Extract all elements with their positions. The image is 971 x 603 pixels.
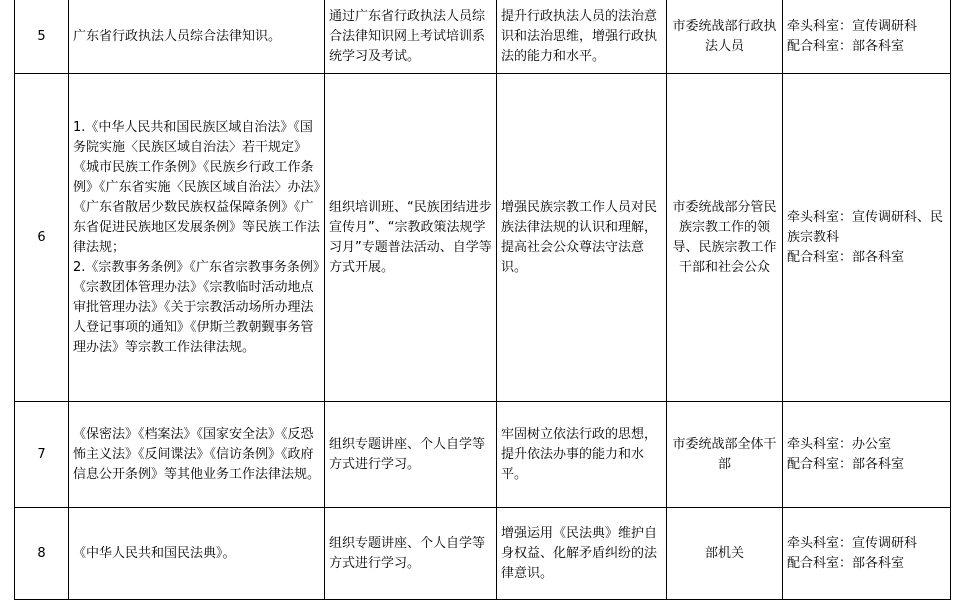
study-content-cell bbox=[69, 508, 325, 600]
row-number: 6 bbox=[15, 74, 69, 402]
row-number: 5 bbox=[15, 0, 69, 74]
lead-dept-text: 牵头科室：办公室 bbox=[787, 436, 892, 452]
study-content-text: 1.《中华人民共和国民族区域自治法》《国务院实施〈民族区域自治法〉若干规定》《城市民族工作条例》《民族乡行政工作条例》《广东省实施〈民族区域自治法〉办法》《广东省散居少数民族权益保障条例》《广东省促进民族地区发展条例》等民族工作法律法规； bbox=[73, 119, 321, 255]
support-dept-text: 配合科室：部各科室 bbox=[787, 555, 905, 571]
study-goal-cell: 牢固树立依法行政的思想，提升依法办事的能力和水平。 bbox=[497, 402, 667, 508]
study-content-text: 2.《宗教事务条例》《广东省宗教事务条例》《宗教团体管理办法》《宗教临时活动地点审批管理办法》《关于宗教活动场所办理法人登记事项的通知》《伊斯兰教朝觐事务管理办法》等宗教工作法律法规。 bbox=[73, 259, 320, 355]
target-audience-cell: 部机关 bbox=[667, 508, 783, 600]
study-goal-cell: 提升行政执法人员的法治意识和法治思维，增强行政执法的能力和水平。 bbox=[497, 0, 667, 74]
study-method-cell: 组织培训班、“民族团结进步宣传月”、“宗教政策法规学习月”专题普法活动、自学等方式开展。 bbox=[325, 74, 497, 402]
study-content-text: 《保密法》《档案法》《国家安全法》《反恐怖主义法》《反间谍法》《信访条例》《政府信息公开条例》等其他业务工作法律法规。 bbox=[73, 426, 321, 482]
study-content-text: 《中华人民共和国民法典》。 bbox=[73, 545, 236, 561]
support-dept-text: 配合科室：部各科室 bbox=[787, 456, 905, 472]
study-method-cell: 组织专题讲座、个人自学等方式进行学习。 bbox=[325, 402, 497, 508]
target-audience-cell: 市委统战部分管民族宗教工作的领导、民族宗教工作干部和社会公众 bbox=[667, 74, 783, 402]
table-row bbox=[15, 74, 951, 402]
table-row bbox=[15, 402, 951, 508]
lead-dept-text: 牵头科室：宣传调研科 bbox=[787, 18, 918, 34]
lead-dept-text: 牵头科室：宣传调研科、民族宗教科 bbox=[787, 209, 944, 245]
support-dept-text: 配合科室：部各科室 bbox=[787, 38, 905, 54]
table-row bbox=[15, 508, 951, 600]
study-content-cell bbox=[69, 74, 325, 402]
target-audience-cell: 市委统战部行政执法人员 bbox=[667, 0, 783, 74]
target-audience-cell: 市委统战部全体干部 bbox=[667, 402, 783, 508]
study-content-cell bbox=[69, 402, 325, 508]
table-row bbox=[15, 0, 951, 74]
study-goal-cell: 增强运用《民法典》维护自身权益、化解矛盾纠纷的法律意识。 bbox=[497, 508, 667, 600]
study-goal-cell: 增强民族宗教工作人员对民族法律法规的认识和理解，提高社会公众尊法守法意识。 bbox=[497, 74, 667, 402]
study-method-cell: 通过广东省行政执法人员综合法律知识网上考试培训系统学习及考试。 bbox=[325, 0, 497, 74]
row-number: 7 bbox=[15, 402, 69, 508]
responsible-dept-cell bbox=[783, 402, 951, 508]
law-study-plan-table bbox=[14, 0, 951, 600]
study-content-text: 广东省行政执法人员综合法律知识。 bbox=[73, 28, 282, 44]
responsible-dept-cell bbox=[783, 508, 951, 600]
responsible-dept-cell bbox=[783, 0, 951, 74]
study-method-cell: 组织专题讲座、个人自学等方式进行学习。 bbox=[325, 508, 497, 600]
study-content-cell bbox=[69, 0, 325, 74]
lead-dept-text: 牵头科室：宣传调研科 bbox=[787, 535, 918, 551]
row-number: 8 bbox=[15, 508, 69, 600]
support-dept-text: 配合科室：部各科室 bbox=[787, 249, 905, 265]
responsible-dept-cell bbox=[783, 74, 951, 402]
